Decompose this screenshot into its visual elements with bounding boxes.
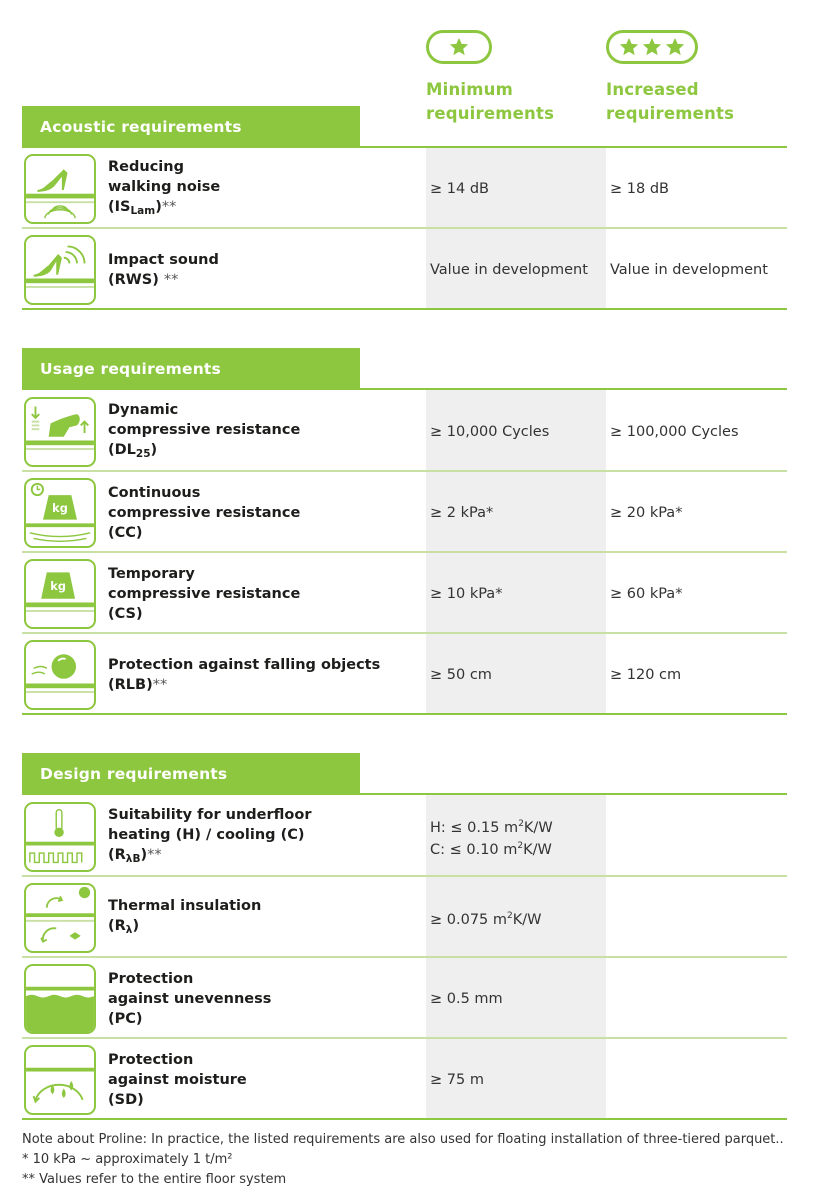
row-label: Protection against moisture (SD) bbox=[108, 1052, 247, 1108]
increased-value: ≥ 120 cm bbox=[610, 667, 682, 683]
row-walking-noise bbox=[22, 153, 787, 225]
walking-noise-icon bbox=[24, 154, 96, 224]
minimum-requirements-label: Minimum requirements bbox=[426, 80, 555, 123]
footer-note-proline: Note about Proline: In practice, the listed requirements are also used for floating installation of three-tiered parquet.. bbox=[22, 1132, 784, 1147]
section-rule bbox=[360, 388, 787, 390]
minimum-value: ≥ 50 cm bbox=[430, 667, 492, 683]
minimum-value: ≥ 10 kPa* bbox=[430, 586, 503, 602]
minimum-value: Value in development bbox=[430, 262, 588, 278]
row-divider bbox=[22, 470, 787, 472]
section-design bbox=[22, 753, 787, 795]
star-icon bbox=[448, 36, 470, 58]
increased-value: Value in development bbox=[610, 262, 768, 278]
row-divider bbox=[22, 956, 787, 958]
row-divider bbox=[22, 227, 787, 229]
thermal-insulation-icon bbox=[24, 883, 96, 953]
row-dynamic bbox=[22, 396, 787, 468]
underfloor-heating-icon bbox=[24, 802, 96, 872]
dynamic-resistance-icon bbox=[24, 397, 96, 467]
svg-text:kg: kg bbox=[50, 580, 66, 594]
row-label: Suitability for underfloor heating (H) / cooling (C) $(R_{\lambda B})**$ bbox=[108, 807, 312, 865]
section-acoustic bbox=[22, 106, 787, 148]
row-label: Dynamic compressive resistance $(DL_{25})$ bbox=[108, 402, 301, 460]
row-underfloor bbox=[22, 801, 787, 873]
section-rule bbox=[360, 793, 787, 795]
row-label: Impact sound (RWS) ** bbox=[108, 252, 219, 288]
star-icon bbox=[664, 36, 686, 58]
section-usage bbox=[22, 348, 787, 390]
increased-value: ≥ 18 dB bbox=[610, 181, 669, 197]
section-end-rule bbox=[22, 308, 787, 310]
section-title: Design requirements bbox=[22, 753, 360, 795]
row-falling-objects bbox=[22, 639, 787, 711]
row-thermal bbox=[22, 882, 787, 954]
footer-note-kpa: * 10 kPa ~ approximately 1 t/m² bbox=[22, 1152, 233, 1167]
row-label: Continuous compressive resistance (CC) bbox=[108, 485, 301, 541]
minimum-value: ≥ 0.5 mm bbox=[430, 991, 503, 1007]
weight-icon bbox=[24, 559, 96, 629]
impact-sound-icon bbox=[24, 235, 96, 305]
moisture-icon bbox=[24, 1045, 96, 1115]
row-temporary bbox=[22, 558, 787, 630]
footer-note-floor-system: ** Values refer to the entire floor system bbox=[22, 1172, 287, 1187]
svg-text:kg: kg bbox=[52, 502, 68, 516]
increased-value: ≥ 60 kPa* bbox=[610, 586, 683, 602]
row-label: Protection against unevenness (PC) bbox=[108, 971, 272, 1027]
footer-notes bbox=[22, 1130, 784, 1190]
row-impact-sound bbox=[22, 234, 787, 306]
falling-ball-icon bbox=[24, 640, 96, 710]
unevenness-icon bbox=[24, 964, 96, 1034]
row-divider bbox=[22, 632, 787, 634]
section-end-rule bbox=[22, 1118, 787, 1120]
row-unevenness bbox=[22, 963, 787, 1035]
row-divider bbox=[22, 1037, 787, 1039]
minimum-value: ≥ 10,000 Cycles bbox=[430, 424, 550, 440]
increased-requirements-label: Increased requirements bbox=[606, 80, 735, 123]
section-rule bbox=[360, 146, 787, 148]
row-moisture bbox=[22, 1044, 787, 1116]
row-divider bbox=[22, 875, 787, 877]
row-divider bbox=[22, 551, 787, 553]
three-star-badge bbox=[606, 30, 698, 64]
minimum-value: ≥ 75 m bbox=[430, 1072, 484, 1088]
increased-value: ≥ 100,000 Cycles bbox=[610, 424, 739, 440]
section-title: Usage requirements bbox=[22, 348, 360, 390]
section-title: Acoustic requirements bbox=[22, 106, 360, 148]
section-end-rule bbox=[22, 713, 787, 715]
minimum-value: ≥ 2 kPa* bbox=[430, 505, 494, 521]
weight-clock-icon bbox=[24, 478, 96, 548]
row-label: Thermal insulation $(R_\lambda)$ bbox=[108, 898, 262, 936]
star-icon bbox=[618, 36, 640, 58]
row-continuous bbox=[22, 477, 787, 549]
increased-value: ≥ 20 kPa* bbox=[610, 505, 683, 521]
star-icon bbox=[641, 36, 663, 58]
row-label: Temporary compressive resistance (CS) bbox=[108, 566, 301, 622]
minimum-value: ≥ 0.075 $m^2K/W$ bbox=[430, 911, 542, 928]
one-star-badge bbox=[426, 30, 492, 64]
minimum-value: ≥ 14 dB bbox=[430, 181, 489, 197]
minimum-value: H: ≤ 0.15 $m^2K/W$ C: ≤ 0.10 $m^2K/W$ bbox=[430, 819, 553, 858]
row-label: Protection against falling objects (RLB)** bbox=[108, 657, 381, 693]
row-label: Reducing walking noise $(IS_{Lam})**$ bbox=[108, 159, 221, 217]
